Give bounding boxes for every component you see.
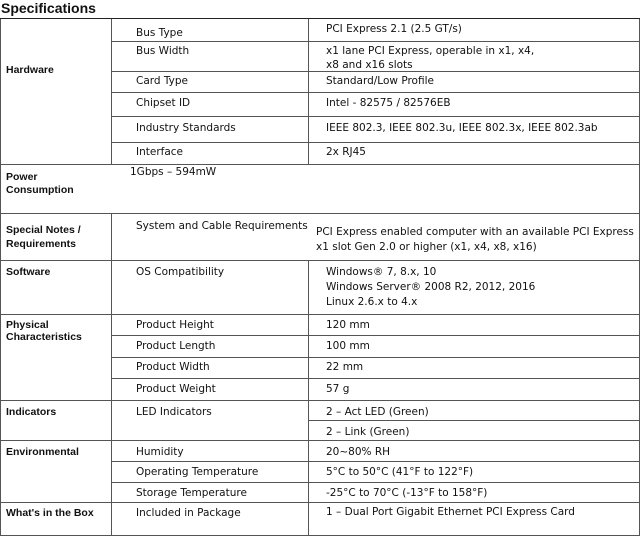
row-separator [111,41,640,42]
row-value-card-type: Standard/Low Profile [326,75,434,87]
category-indicators: Indicators [6,406,57,418]
row-value-bus-width: x1 lane PCI Express, operable in x1, x4, [326,45,535,57]
group-separator [0,400,640,401]
group-separator [0,502,640,503]
row-separator [111,142,640,143]
row-value-operating-temperature: 5°C to 50°C (41°F to 122°F) [326,466,474,478]
row-label-system-requirements: System and Cable Requirements [136,220,308,232]
row-value-product-length: 100 mm [326,340,370,352]
category-physical: Physical [6,319,49,331]
row-label-card-type: Card Type [136,75,189,87]
group-separator [0,260,640,261]
group-separator [0,440,640,441]
group-separator [0,213,640,214]
row-value-os-line-3: Linux 2.6.x to 4.x [326,296,418,308]
row-label-humidity: Humidity [136,446,184,458]
row-label-led-indicators: LED Indicators [136,406,212,418]
row-value-led-link: 2 – Link (Green) [326,426,410,438]
row-label-product-weight: Product Weight [136,383,216,395]
category-power-cont: Consumption [6,184,74,196]
row-label-os-compatibility: OS Compatibility [136,266,225,278]
row-value-product-weight: 57 g [326,383,350,395]
category-environmental: Environmental [6,446,79,458]
category-special-notes: Special Notes / [6,224,81,236]
row-value-bus-type: PCI Express 2.1 (2.5 GT/s) [326,23,462,35]
row-separator [111,335,640,336]
group-separator [0,314,640,315]
category-software: Software [6,266,51,278]
row-separator [111,461,640,462]
row-label-product-length: Product Length [136,340,216,352]
page-title: Specifications [1,0,96,16]
power-value: 1Gbps – 594mW [130,166,217,178]
category-special-notes-cont: Requirements [6,238,77,250]
row-value-system-requirements-cont: x1 slot Gen 2.0 or higher (x1, x4, x8, x16) [316,241,537,253]
row-label-bus-width: Bus Width [136,45,190,57]
category-hardware: Hardware [6,64,54,76]
row-separator [111,116,640,117]
row-value-os-line-2: Windows Server® 2008 R2, 2012, 2016 [326,281,536,293]
row-value-led-act: 2 – Act LED (Green) [326,406,429,418]
row-label-chipset-id: Chipset ID [136,97,191,109]
row-label-product-height: Product Height [136,319,214,331]
row-separator [111,378,640,379]
row-separator [308,420,640,421]
row-value-industry-standards: IEEE 802.3, IEEE 802.3u, IEEE 802.3x, IEEE 802.3ab [326,122,598,134]
title-rule [0,18,640,19]
row-value-interface: 2x RJ45 [326,146,366,158]
row-label-operating-temperature: Operating Temperature [136,466,259,478]
category-whats-in-the-box: What's in the Box [6,507,94,519]
row-value-included-in-package: 1 – Dual Port Gigabit Ethernet PCI Express Card [326,506,575,518]
row-separator [111,357,640,358]
row-label-industry-standards: Industry Standards [136,122,236,134]
row-value-chipset-id: Intel - 82575 / 82576EB [326,97,451,109]
row-value-product-height: 120 mm [326,319,370,331]
column-divider [111,213,112,536]
group-separator [0,164,640,165]
row-label-bus-type: Bus Type [136,27,183,39]
row-value-storage-temperature: -25°C to 70°C (-13°F to 158°F) [326,487,488,499]
column-divider [308,260,309,536]
row-value-bus-width-cont: x8 and x16 slots [326,59,413,71]
category-physical-cont: Characteristics [6,331,82,343]
row-label-storage-temperature: Storage Temperature [136,487,247,499]
row-label-product-width: Product Width [136,361,210,373]
row-label-included-in-package: Included in Package [136,507,241,519]
category-power: Power [6,171,38,183]
row-value-humidity: 20~80% RH [326,446,391,458]
row-value-product-width: 22 mm [326,361,364,373]
row-label-interface: Interface [136,146,184,158]
row-value-system-requirements: PCI Express enabled computer with an available PCI Express [316,226,634,238]
row-value-os-line-1: Windows® 7, 8.x, 10 [326,266,437,278]
table-border-left [0,19,1,536]
row-separator [111,482,640,483]
row-separator [111,92,640,93]
